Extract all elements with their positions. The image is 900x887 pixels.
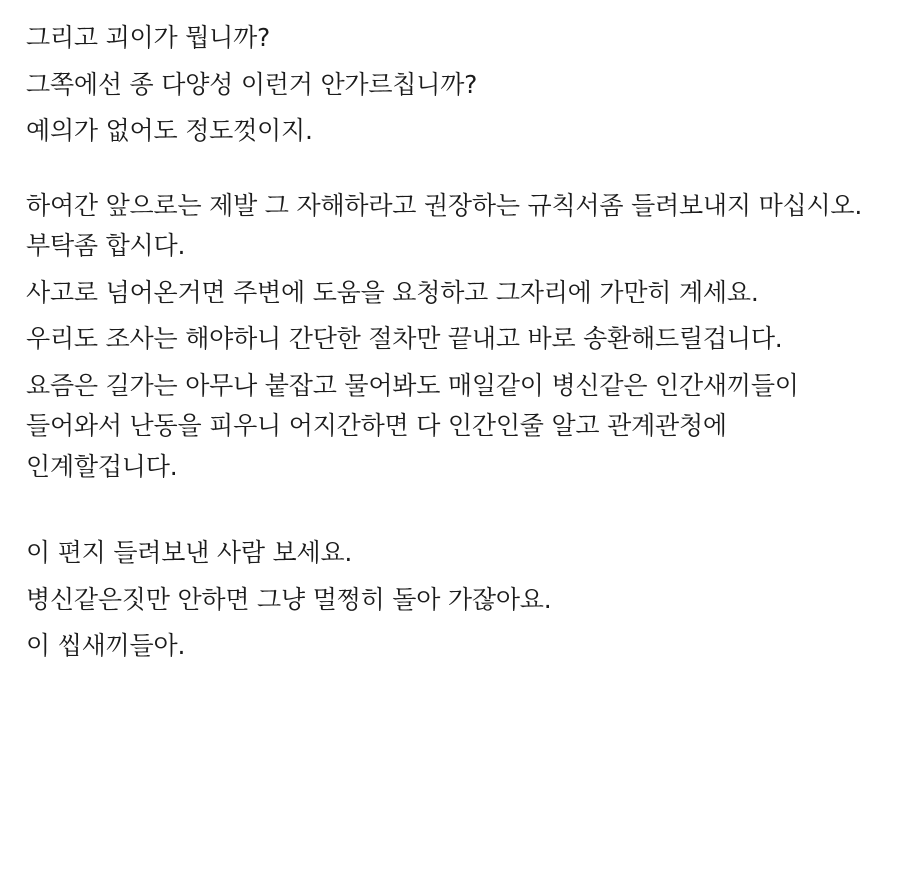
text-line: 사고로 넘어온거면 주변에 도움을 요청하고 그자리에 가만히 계세요.: [26, 277, 759, 307]
block-spacer: [26, 487, 874, 533]
block-spacer: [26, 152, 874, 186]
text-line: 그리고 괴이가 뭡니까?: [26, 23, 271, 52]
text-line: 이 씹새끼들아.: [26, 631, 186, 660]
paragraph-block-1: [26, 18, 874, 152]
paragraph-block-3: [26, 533, 874, 667]
text-line: 하여간 앞으로는 제발 그 자해하라고 권장하는 규칙서좀 들려보내지 마십시오. 부탁좀 합시다.: [26, 190, 863, 260]
text-line: 요즘은 길가는 아무나 붙잡고 물어봐도 매일같이 병신같은 인간새끼들이 들어와서 난동을 피우니 어지간하면 다 인간인줄 알고 관계관청에 인계할겁니다.: [26, 370, 799, 481]
text-line: 이 편지 들려보낸 사람 보세요.: [26, 538, 353, 567]
text-line: 그쪽에선 종 다양성 이런거 안가르칩니까?: [26, 69, 478, 99]
text-line: 우리도 조사는 해야하니 간단한 절차만 끝내고 바로 송환해드릴겁니다.: [26, 324, 783, 353]
text-line: 병신같은짓만 안하면 그냥 멀쩡히 돌아 가잖아요.: [26, 584, 552, 614]
paragraph-block-2: [26, 186, 874, 488]
text-line: 예의가 없어도 정도껏이지.: [26, 116, 313, 145]
